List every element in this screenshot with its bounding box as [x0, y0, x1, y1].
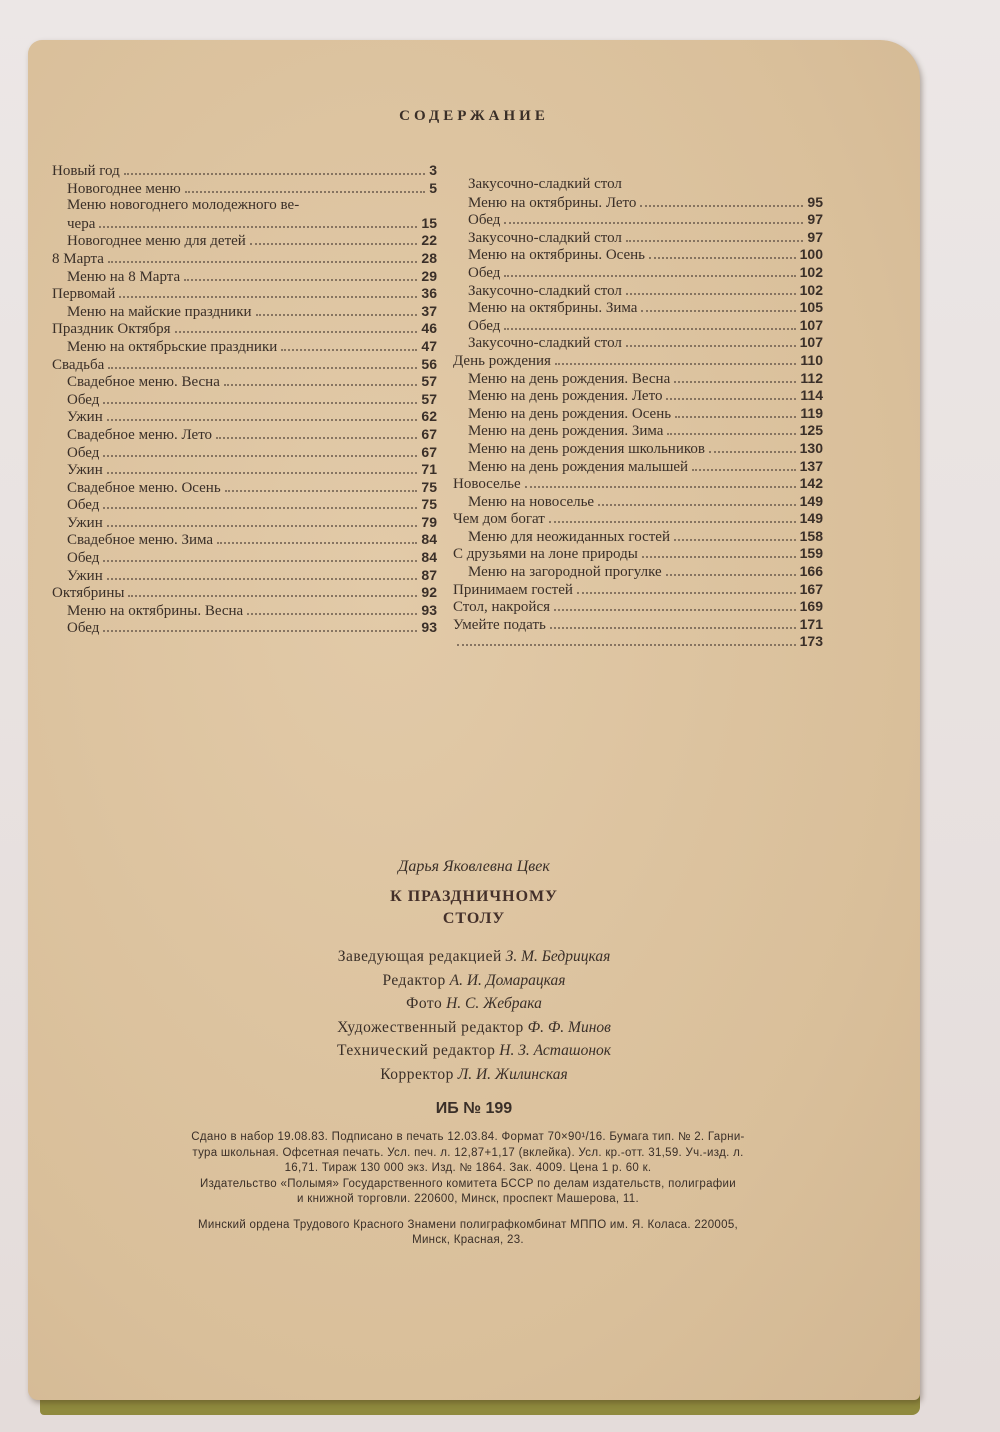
dot-leader: [504, 265, 795, 277]
dot-leader: [666, 388, 796, 400]
toc-entry-page: 36: [421, 285, 437, 302]
toc-entry-page: 171: [799, 615, 823, 632]
toc-entry-title: Ужин: [67, 567, 103, 584]
dot-leader: [692, 459, 796, 471]
toc-entry: [52, 250, 437, 268]
toc-entry-page: 15: [421, 214, 437, 231]
toc-entry-title: Новогоднее меню: [67, 180, 181, 197]
staff-name: Н. С. Жебрака: [446, 995, 542, 1012]
toc-entry-page: 22: [421, 232, 437, 249]
toc-entry-title: Стол, накройся: [453, 599, 551, 616]
dot-leader: [626, 283, 796, 295]
toc-entry: [453, 317, 823, 335]
dot-leader: [709, 441, 796, 453]
toc-entry-page: 5: [429, 179, 437, 196]
toc-entry-page: 169: [799, 598, 823, 615]
toc-entry-page: 159: [799, 545, 823, 562]
toc-entry: [52, 373, 437, 391]
toc-entry-title: Свадебное меню. Зима: [67, 532, 214, 549]
dot-leader: [675, 406, 796, 418]
toc-entry: [453, 475, 823, 493]
toc-entry: [453, 282, 823, 300]
toc-right-column: [453, 176, 823, 651]
dot-leader: [119, 286, 417, 298]
toc-entry-title: Праздник Октября: [52, 321, 171, 338]
toc-entry: [52, 514, 437, 532]
toc-entry-title: Меню для неожиданных гостей: [468, 528, 670, 545]
toc-entry-title: Октябрины: [52, 585, 125, 602]
toc-entry-page: 158: [799, 527, 823, 544]
toc-entry: [453, 352, 823, 370]
toc-entry-title: Ужин: [67, 462, 103, 479]
dot-leader: [504, 318, 795, 330]
toc-entry-title: чера: [67, 215, 96, 232]
toc-entry: [52, 285, 437, 303]
toc-entry: [52, 320, 437, 338]
toc-entry-page: 71: [421, 461, 437, 478]
toc-entry-title: Закусочно-сладкий стол: [468, 282, 622, 299]
toc-entry-title: Обед: [468, 317, 501, 334]
toc-entry-title: Закусочно-сладкий стол: [468, 229, 622, 246]
toc-entry-title: Меню на 8 Марта: [67, 268, 181, 285]
staff-name: Н. З. Асташонок: [499, 1042, 612, 1059]
dot-leader: [224, 374, 418, 386]
toc-entry-page: 110: [800, 351, 823, 368]
toc-entry: [52, 232, 437, 250]
staff-role: Заведующая редакцией: [337, 948, 502, 965]
toc-entry: [453, 194, 823, 212]
dot-leader: [626, 335, 796, 347]
toc-entry-title: Меню на день рождения. Осень: [468, 405, 672, 422]
dot-leader: [184, 269, 417, 281]
dot-leader: [641, 300, 795, 312]
toc-entry: [52, 479, 437, 497]
staff-list: [28, 945, 920, 1086]
toc-entry: [453, 563, 823, 581]
dot-leader: [550, 617, 796, 629]
staff-line: [28, 1016, 920, 1040]
book-title-line-2: СТОЛУ: [442, 910, 506, 927]
toc-entry-page: 57: [421, 390, 437, 407]
dot-leader: [666, 564, 796, 576]
toc-entry: [453, 458, 823, 476]
dot-leader: [250, 233, 418, 245]
toc-entry-title: Меню на октябрины. Зима: [468, 300, 638, 317]
toc-entry-page: 107: [799, 316, 823, 333]
toc-entry: [453, 422, 823, 440]
toc-entry-page: 97: [807, 211, 823, 228]
staff-role: Художественный редактор: [337, 1018, 524, 1036]
dot-leader: [674, 371, 796, 383]
toc-entry: [453, 440, 823, 458]
toc-entry-title: Чем дом богат: [453, 511, 545, 528]
toc-entry-title: Свадебное меню. Весна: [67, 374, 220, 391]
imprint-line: 16,71. Тираж 130 000 экз. Изд. № 1864. Зак. 4009. Цена 1 р. 60 к.: [284, 1162, 652, 1174]
staff-name: А. И. Домарацкая: [449, 971, 566, 989]
dot-leader: [107, 515, 418, 527]
toc-entry: [453, 299, 823, 317]
toc-entry-title: Ужин: [67, 514, 103, 531]
toc-entry-page: 57: [421, 373, 437, 390]
dot-leader: [99, 216, 417, 228]
dot-leader: [124, 163, 425, 175]
staff-line: [28, 1063, 920, 1087]
dot-leader: [457, 634, 796, 646]
toc-entry: [52, 303, 437, 321]
toc-entry-title: Новоселье: [453, 476, 521, 493]
toc-entry-page: 97: [807, 228, 823, 245]
toc-entry-title: Меню на октябрины. Весна: [67, 602, 244, 619]
toc-entry-page: 3: [429, 162, 437, 178]
toc-entry: [52, 180, 437, 198]
staff-name: Ф. Ф. Минов: [527, 1018, 611, 1036]
toc-entry-title: Свадебное меню. Лето: [67, 426, 213, 443]
toc-entry: [453, 264, 823, 282]
toc-entry: [453, 370, 823, 388]
staff-role: Корректор: [380, 1065, 454, 1083]
dot-leader: [577, 582, 796, 594]
book-title: [28, 886, 920, 930]
toc-entry: [52, 602, 437, 620]
dot-leader: [128, 585, 417, 597]
toc-entry-title: Новый год: [52, 163, 120, 179]
toc-entry-page: 75: [421, 496, 437, 513]
staff-line: [28, 945, 920, 969]
toc-entry: [52, 426, 437, 444]
toc-entry-title: Меню на день рождения. Зима: [468, 423, 664, 440]
staff-line: [28, 969, 920, 993]
dot-leader: [598, 494, 796, 506]
dot-leader: [555, 353, 796, 365]
toc-entry: [52, 391, 437, 409]
toc-entry-title: Меню на день рождения школьников: [468, 440, 705, 457]
dot-leader: [674, 529, 796, 541]
dot-leader: [247, 603, 417, 615]
dot-leader: [108, 357, 417, 369]
toc-entry: [453, 176, 823, 194]
imprint-line: Сдано в набор 19.08.83. Подписано в печать 12.03.84. Формат 70×90¹/16. Бумага тип. № 2. Гарни-: [191, 1131, 745, 1143]
toc-entry-page: 75: [421, 478, 437, 495]
toc-entry-page: 102: [799, 281, 823, 298]
toc-entry: [52, 162, 437, 180]
toc-entry-title: Меню на день рождения. Лето: [468, 388, 663, 405]
toc-entry-page: 130: [799, 439, 823, 456]
dot-leader: [103, 620, 417, 632]
toc-entry-page: 37: [421, 302, 437, 319]
toc-entry: [52, 619, 437, 637]
toc-entry-page: 92: [421, 584, 437, 601]
dot-leader: [107, 462, 418, 474]
toc-entry-title: Закусочно-сладкий стол: [468, 176, 622, 192]
toc-entry: [453, 545, 823, 563]
toc-entry: [453, 581, 823, 599]
toc-entry: [52, 567, 437, 585]
dot-leader: [549, 511, 796, 523]
toc-entry-title: Первомай: [52, 286, 116, 303]
dot-leader: [667, 423, 795, 435]
toc-entry: [52, 338, 437, 356]
imprint-line: Минский ордена Трудового Красного Знамени полиграфкомбинат МППО им. Я. Коласа. 220005,: [197, 1218, 739, 1231]
toc-entry-title: День рождения: [453, 352, 551, 369]
toc-entry-title: Закусочно-сладкий стол: [468, 335, 622, 352]
staff-name: Л. И. Жилинская: [457, 1065, 568, 1083]
staff-line: [28, 1039, 920, 1063]
toc-entry-title: Меню на октябрины. Осень: [468, 247, 646, 264]
toc-entry-page: 29: [421, 267, 437, 284]
toc-entry-page: 112: [800, 369, 823, 386]
toc-entry-page: 93: [421, 619, 437, 636]
toc-entry: [52, 356, 437, 374]
toc-entry: [52, 268, 437, 286]
staff-role: Редактор: [382, 971, 446, 989]
toc-entry-title: Обед: [67, 550, 100, 567]
toc-entry: [453, 598, 823, 616]
toc-entry-page: 62: [421, 408, 437, 425]
dot-leader: [103, 445, 417, 457]
author-name: Дарья Яковлевна Цвек: [398, 858, 550, 875]
dot-leader: [185, 181, 425, 193]
dot-leader: [108, 251, 417, 263]
toc-entry-page: 100: [799, 246, 823, 263]
toc-entry-title: Обед: [67, 497, 100, 514]
toc-entry-page: 149: [799, 510, 823, 527]
toc-entry-page: 93: [421, 601, 437, 618]
staff-line: [28, 992, 920, 1016]
toc-entry-page: 84: [421, 549, 437, 566]
toc-entry-page: 28: [421, 249, 437, 266]
toc-entry-title: Меню на загородной прогулке: [468, 564, 662, 581]
toc-entry-title: 8 Марта: [52, 250, 104, 267]
toc-entry-page: 67: [421, 443, 437, 460]
dot-leader: [649, 247, 796, 259]
dot-leader: [642, 546, 796, 558]
toc-entry-title: С друзьями на лоне природы: [453, 546, 638, 563]
toc-entry-page: 46: [421, 320, 437, 337]
toc-entry-page: 95: [807, 193, 823, 210]
imprint-line: Минск, Красная, 23.: [412, 1234, 524, 1246]
dot-leader: [225, 480, 418, 492]
toc-entry: [453, 387, 823, 405]
dot-leader: [640, 195, 803, 207]
ib-number: ИБ № 199: [435, 1100, 513, 1117]
toc-entry-page: 47: [421, 337, 437, 354]
toc-entry-title: Принимаем гостей: [453, 581, 573, 598]
imprint-line: тура школьная. Офсетная печать. Усл. печ. л. 12,87+1,17 (вклейка). Усл. кр.-отт. 31,59. Уч.-изд. л.: [192, 1146, 744, 1159]
toc-entry-title: Свадьба: [52, 356, 105, 373]
toc-entry-title: Меню на день рождения. Весна: [468, 370, 671, 387]
dot-leader: [107, 409, 418, 421]
toc-entry-title: Меню на октябрины. Лето: [468, 194, 637, 211]
toc-entry-page: 167: [799, 580, 823, 597]
toc-entry: [453, 229, 823, 247]
toc-entry-page: 149: [799, 492, 823, 509]
toc-entry-title: Обед: [67, 444, 100, 461]
toc-entry-page: 56: [421, 355, 437, 372]
dot-leader: [504, 212, 803, 224]
toc-entry-title: Обед: [67, 620, 100, 637]
imprint-line: и книжной торговли. 220600, Минск, проспект Машерова, 11.: [297, 1193, 639, 1205]
toc-entry-title: Умейте подать: [453, 616, 546, 633]
dot-leader: [281, 339, 417, 351]
toc-entry-page: 125: [799, 422, 823, 439]
staff-name: З. М. Бедрицкая: [505, 948, 611, 965]
toc-entry-page: 67: [421, 425, 437, 442]
toc-entry: [453, 246, 823, 264]
toc-entry-page: 119: [800, 404, 823, 421]
dot-leader: [103, 497, 417, 509]
toc-entry: [453, 493, 823, 511]
toc-entry: [453, 616, 823, 634]
toc-entry: [52, 444, 437, 462]
toc-entry: [52, 408, 437, 426]
toc-entry: [52, 215, 437, 233]
toc-entry-title: Ужин: [67, 409, 103, 426]
imprint-block: [98, 1130, 838, 1249]
toc-entry-title: Обед: [468, 264, 501, 281]
toc-entry-title: Меню новогоднего молодежного ве-: [67, 197, 300, 214]
toc-entry: [453, 528, 823, 546]
dot-leader: [103, 392, 417, 404]
book-title-line-1: К ПРАЗДНИЧНОМУ: [390, 888, 558, 905]
dot-leader: [626, 230, 804, 242]
staff-role: Фото: [406, 995, 443, 1012]
toc-entry-page: 105: [799, 299, 823, 316]
toc-entry-page: 114: [800, 387, 823, 404]
toc-entry-page: 102: [799, 263, 823, 280]
toc-entry-page: 84: [421, 531, 437, 548]
toc-entry: [52, 461, 437, 479]
toc-entry-page: 166: [799, 563, 823, 580]
toc-entry-title: Обед: [67, 391, 100, 408]
toc-entry: [453, 633, 823, 651]
toc-entry-title: Меню на майские праздники: [67, 303, 252, 320]
imprint-line: Издательство «Полымя» Государственного комитета БССР по делам издательств, полиграфии: [200, 1177, 736, 1190]
toc-entry-page: 137: [799, 457, 823, 474]
toc-entry: [52, 584, 437, 602]
toc-entry: [453, 405, 823, 423]
dot-leader: [554, 599, 796, 611]
toc-entry-title: Меню на октябрьские праздники: [67, 338, 278, 355]
toc-entry: [453, 334, 823, 352]
dot-leader: [217, 532, 417, 544]
toc-entry: [52, 531, 437, 549]
toc-entry-title: Меню на день рождения малышей: [468, 458, 689, 475]
toc-entry-title: Новогоднее меню для детей: [67, 233, 246, 250]
toc-entry-title: Свадебное меню. Осень: [67, 479, 221, 496]
dot-leader: [175, 321, 418, 333]
toc-entry-page: 142: [799, 475, 823, 492]
staff-role: Технический редактор: [336, 1042, 496, 1059]
dot-leader: [256, 304, 418, 316]
dot-leader: [107, 568, 418, 580]
dot-leader: [525, 476, 796, 488]
toc-entry-page: 173: [799, 633, 823, 650]
dot-leader: [103, 550, 417, 562]
toc-entry-page: 79: [421, 513, 437, 530]
toc-entry-page: 107: [799, 334, 823, 351]
contents-heading: СОДЕРЖАНИЕ: [399, 108, 549, 124]
toc-left-column: [52, 162, 437, 637]
toc-entry: [453, 510, 823, 528]
book-page: [28, 40, 920, 1400]
toc-entry: [52, 549, 437, 567]
toc-entry-title: Меню на новоселье: [468, 493, 595, 510]
toc-entry: [52, 496, 437, 514]
toc-entry-title: Обед: [468, 212, 501, 229]
toc-entry-page: 87: [421, 566, 437, 583]
toc-entry: [453, 211, 823, 229]
dot-leader: [216, 427, 417, 439]
toc-entry: [52, 197, 437, 215]
